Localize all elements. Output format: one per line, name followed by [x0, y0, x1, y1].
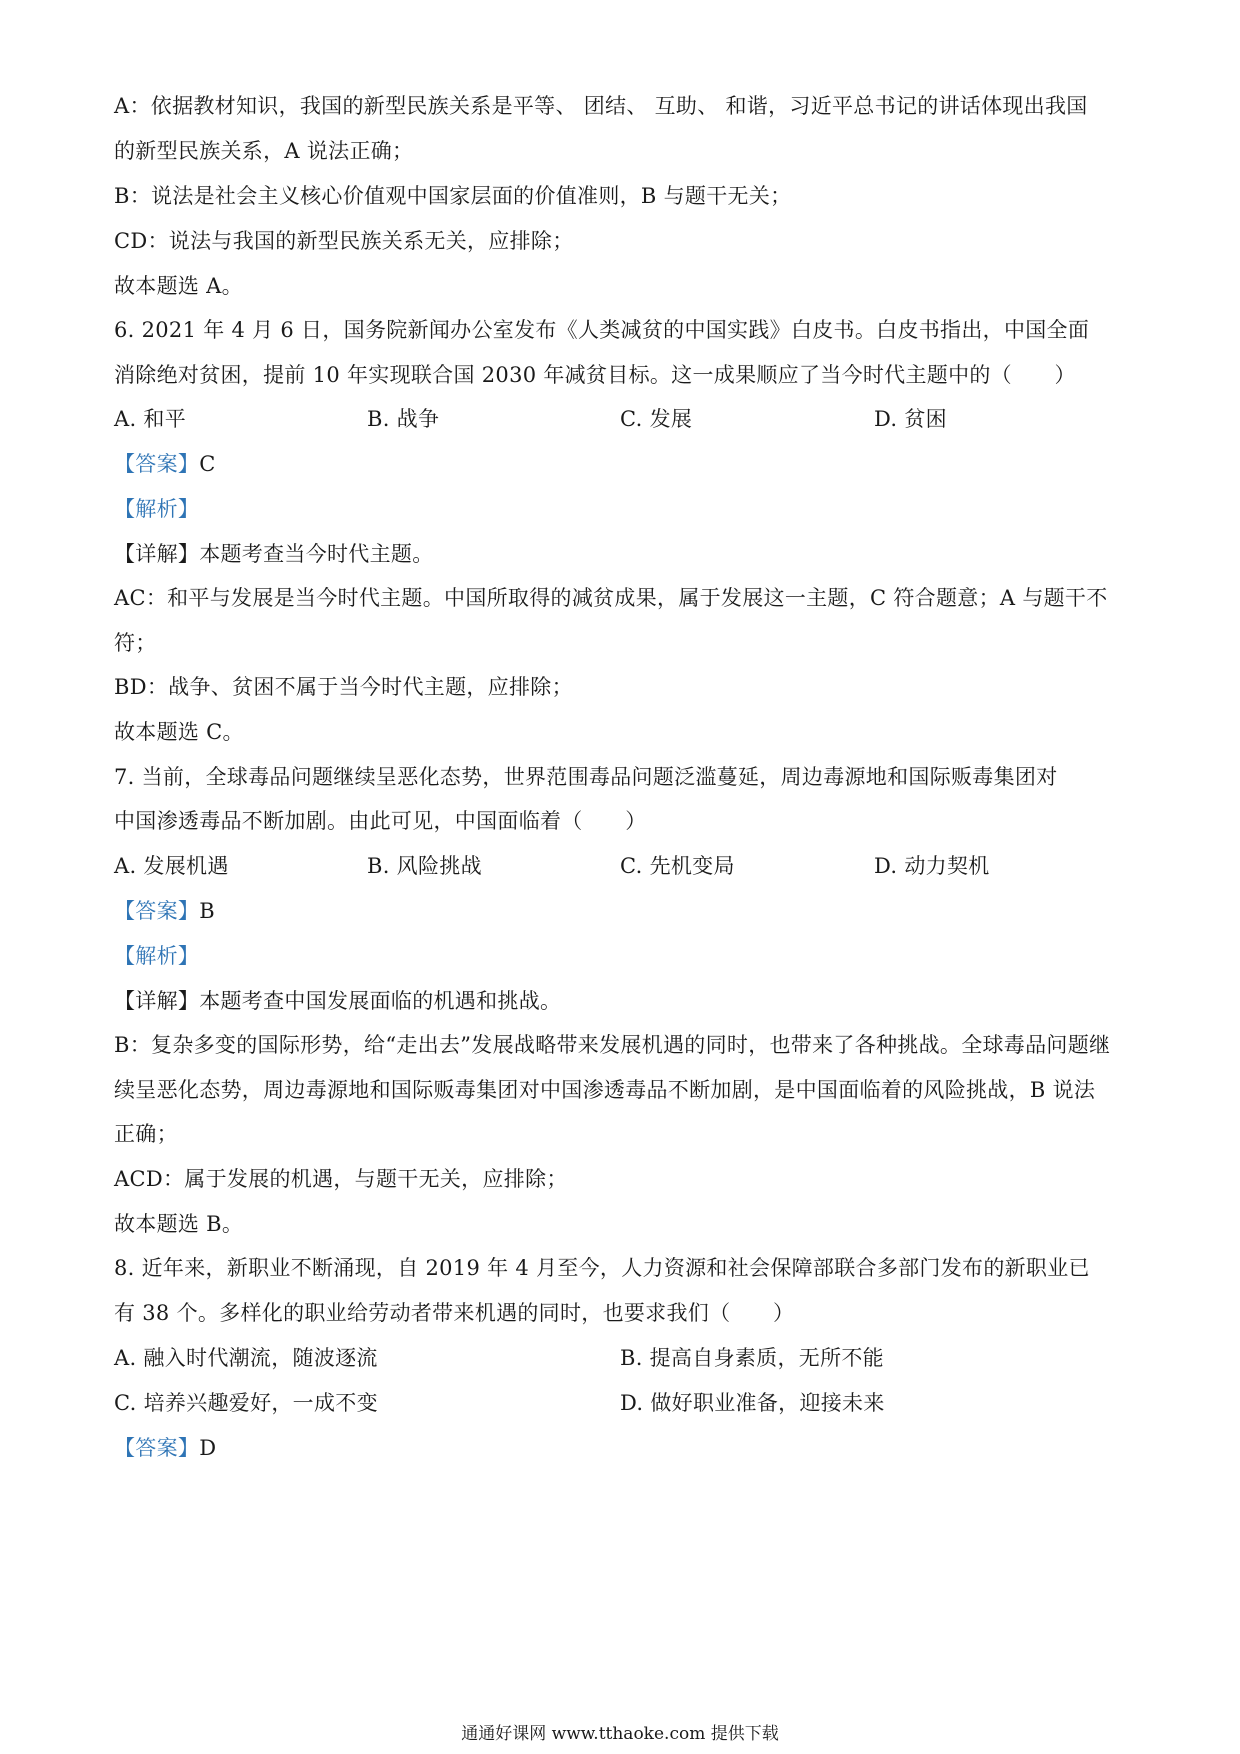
- q6-stem-line2: 消除绝对贫困，提前 10 年实现联合国 2030 年减贫目标。这一成果顺应了当今时代主题中的（ ）: [114, 363, 1076, 387]
- q8-answer-tag: 【答案】: [114, 1436, 200, 1460]
- q6-option-a: A. 和平: [114, 407, 187, 431]
- analysis-line-a: A：依据教材知识，我国的新型民族关系是平等、 团结、 互助、 和谐，习近平总书记的讲话体现出我国: [114, 94, 1088, 118]
- q7-stem-line2: 中国渗透毒品不断加剧。由此可见，中国面临着（ ）: [114, 809, 647, 833]
- q7-analysis-tag: 【解析】: [114, 944, 200, 968]
- conclusion-prev: 故本题选 A。: [114, 274, 243, 298]
- q6-line-ac-2: 符；: [114, 631, 157, 655]
- q6-analysis-tag: 【解析】: [114, 497, 200, 521]
- q7-analysis: [114, 941, 1134, 971]
- q7-detail: [114, 986, 1134, 1016]
- q7-option-b: B. 风险挑战: [367, 854, 482, 878]
- q8-option-c: C. 培养兴趣爱好，一成不变: [114, 1391, 378, 1415]
- q6-answer-value: C: [199, 452, 216, 476]
- q7-option-c: C. 先机变局: [620, 854, 735, 878]
- q6-line-ac-1: AC：和平与发展是当今时代主题。中国所取得的减贫成果，属于发展这一主题，C 符合题意；A 与题干不: [114, 586, 1108, 610]
- q6-options: [114, 404, 1134, 434]
- q7-options: [114, 851, 1134, 881]
- q7-line-b-2: 续呈恶化态势，周边毒源地和国际贩毒集团对中国渗透毒品不断加剧，是中国面临着的风险挑战，B 说法: [114, 1078, 1096, 1102]
- q8-answer-value: D: [199, 1436, 217, 1460]
- q6-option-c: C. 发展: [620, 407, 693, 431]
- q6-detail-text: 本题考查当今时代主题。: [199, 542, 434, 566]
- q7-answer-tag: 【答案】: [114, 899, 200, 923]
- q7-option-a: A. 发展机遇: [114, 854, 229, 878]
- analysis-line-b: B：说法是社会主义核心价值观中国家层面的价值准则，B 与题干无关；: [114, 184, 792, 208]
- q6-detail-tag: 【详解】: [114, 542, 200, 566]
- q7-line-b-3: 正确；: [114, 1122, 178, 1146]
- page-footer: 通通好课网 www.tthaoke.com 提供下载: [461, 1724, 779, 1744]
- q7-line-b-1: B：复杂多变的国际形势，给“走出去”发展战略带来发展机遇的同时，也带来了各种挑战。全球毒品问题继: [114, 1033, 1111, 1057]
- q8-answer: [114, 1433, 1134, 1463]
- q7-answer: [114, 896, 1134, 926]
- q7-line-acd: ACD：属于发展的机遇，与题干无关，应排除；: [114, 1167, 568, 1191]
- q6-detail: [114, 539, 1134, 569]
- q8-options-row1: [114, 1343, 1134, 1373]
- q8-option-d: D. 做好职业准备，迎接未来: [620, 1391, 885, 1415]
- q6-stem-line1: 6. 2021 年 4 月 6 日，国务院新闻办公室发布《人类减贫的中国实践》白皮书。白皮书指出，中国全面: [114, 318, 1090, 342]
- q6-option-b: B. 战争: [367, 407, 440, 431]
- q7-stem-line1: 7. 当前，全球毒品问题继续呈恶化态势，世界范围毒品问题泛滥蔓延，周边毒源地和国际贩毒集团对: [114, 765, 1058, 789]
- q7-detail-text: 本题考查中国发展面临的机遇和挑战。: [199, 989, 562, 1013]
- q6-answer: [114, 449, 1134, 479]
- q8-option-a: A. 融入时代潮流，随波逐流: [114, 1346, 378, 1370]
- q7-detail-tag: 【详解】: [114, 989, 200, 1013]
- q6-answer-tag: 【答案】: [114, 452, 200, 476]
- q8-stem-line2: 有 38 个。多样化的职业给劳动者带来机遇的同时，也要求我们（ ）: [114, 1301, 795, 1325]
- q7-answer-value: B: [199, 899, 215, 923]
- q8-options-row2: [114, 1388, 1134, 1418]
- q8-stem-line1: 8. 近年来，新职业不断涌现，自 2019 年 4 月至今，人力资源和社会保障部联合多部门发布的新职业已: [114, 1256, 1090, 1280]
- q7-conclusion: 故本题选 B。: [114, 1212, 244, 1236]
- q6-line-bd: BD：战争、贫困不属于当今时代主题，应排除；: [114, 675, 573, 699]
- analysis-line-a-cont: 的新型民族关系，A 说法正确；: [114, 139, 414, 163]
- q8-option-b: B. 提高自身素质，无所不能: [620, 1346, 884, 1370]
- q6-conclusion: 故本题选 C。: [114, 720, 244, 744]
- analysis-line-cd: CD：说法与我国的新型民族关系无关，应排除；: [114, 229, 574, 253]
- q6-analysis: [114, 494, 1134, 524]
- q6-option-d: D. 贫困: [874, 407, 947, 431]
- q7-option-d: D. 动力契机: [874, 854, 990, 878]
